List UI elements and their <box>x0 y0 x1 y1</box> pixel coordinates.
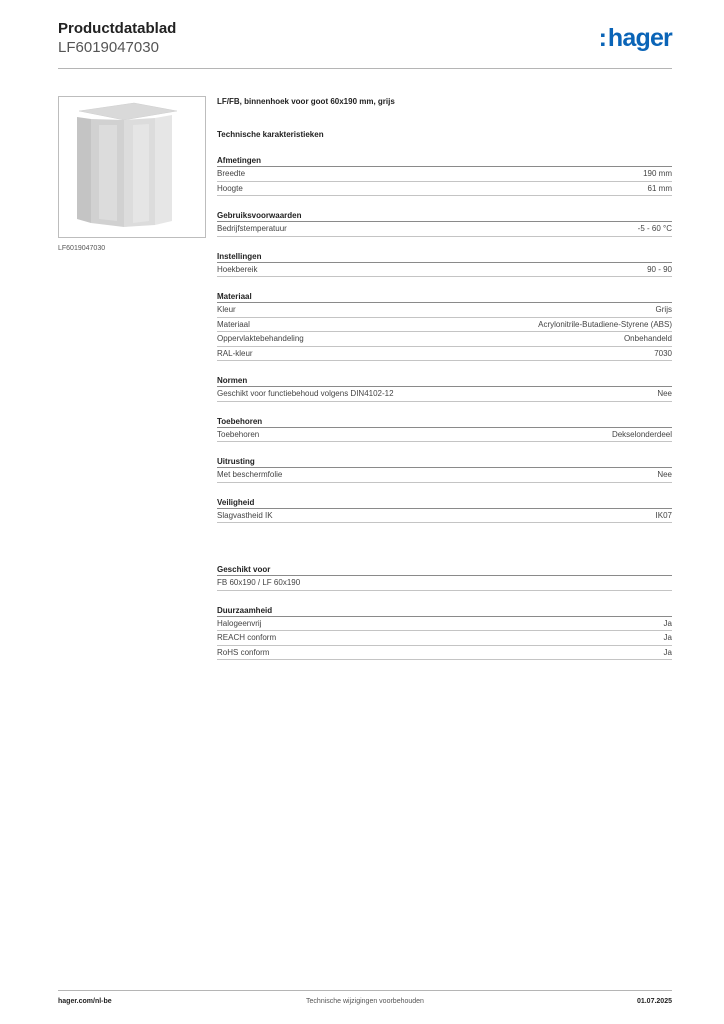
section-title: Toebehoren <box>217 416 672 428</box>
section-materiaal <box>217 291 672 361</box>
spec-value: 190 mm <box>643 169 672 178</box>
spec-row <box>217 468 672 483</box>
spec-label: FB 60x190 / LF 60x190 <box>217 578 301 587</box>
spec-value: Grijs <box>655 305 672 314</box>
spec-label: Kleur <box>217 305 236 314</box>
spec-label: Materiaal <box>217 319 250 329</box>
document-title: Productdatablad <box>58 20 177 37</box>
spec-value: Onbehandeld <box>623 334 672 343</box>
spec-value: Nee <box>657 470 672 479</box>
spec-row <box>217 576 672 591</box>
spec-value: 7030 <box>654 348 672 358</box>
section-gebruiksvoorwaarden <box>217 210 672 237</box>
section-veiligheid <box>217 497 672 524</box>
page-header <box>58 20 672 68</box>
spec-row <box>217 167 672 182</box>
spec-label: Halogeenvrij <box>217 618 262 628</box>
section-title: Gebruiksvoorwaarden <box>217 210 672 222</box>
spec-value: Dekselonderdeel <box>611 429 672 439</box>
spec-row <box>217 263 672 278</box>
spec-value: IK07 <box>655 510 672 520</box>
inner-corner-product-icon <box>59 97 205 237</box>
spec-label: Slagvastheid IK <box>217 510 273 520</box>
section-title: Instellingen <box>217 251 672 263</box>
section-title: Duurzaamheid <box>217 605 672 617</box>
spec-label: Hoekbereik <box>217 264 258 274</box>
spec-row <box>217 303 672 318</box>
section-toebehoren <box>217 416 672 443</box>
spec-row <box>217 646 672 661</box>
section-duurzaamheid <box>217 605 672 661</box>
footer-date: 01.07.2025 <box>636 998 672 1005</box>
spec-value: 61 mm <box>647 183 672 193</box>
logo-dots: : <box>598 24 607 52</box>
section-normen <box>217 375 672 402</box>
section-title: Materiaal <box>217 291 672 303</box>
spec-label: Toebehoren <box>217 429 260 439</box>
spec-label: Oppervlaktebehandeling <box>217 334 304 343</box>
section-afmetingen <box>217 155 672 196</box>
section-geschikt-voor <box>217 564 672 591</box>
logo-text: hager <box>607 24 672 52</box>
spec-row <box>217 509 672 524</box>
spec-label: Breedte <box>217 169 246 178</box>
spec-row <box>217 182 672 197</box>
spec-value: Ja <box>663 618 672 628</box>
spec-row <box>217 222 672 237</box>
spec-row <box>217 631 672 646</box>
spec-row <box>217 347 672 362</box>
product-specifications <box>217 96 672 660</box>
product-description: LF/FB, binnenhoek voor goot 60x190 mm, grijs <box>217 97 395 106</box>
spec-label: REACH conform <box>217 633 277 642</box>
footer-divider <box>58 990 672 991</box>
spec-row <box>217 318 672 333</box>
product-code: LF6019047030 <box>58 39 159 56</box>
spec-label: RoHS conform <box>217 647 270 657</box>
hager-logo <box>599 24 672 53</box>
spec-value: 90 - 90 <box>647 264 672 274</box>
header-divider <box>58 68 672 69</box>
spec-value: Acrylonitrile-Butadiene-Styrene (ABS) <box>538 319 672 329</box>
product-image <box>58 96 206 238</box>
spec-value: -5 - 60 °C <box>637 224 672 233</box>
image-caption: LF6019047030 <box>58 245 106 252</box>
spec-row <box>217 428 672 443</box>
spec-label: Bedrijfstemperatuur <box>217 224 287 233</box>
spec-label: RAL-kleur <box>217 348 253 358</box>
section-title: Uitrusting <box>217 456 672 468</box>
spec-value: Nee <box>657 389 672 398</box>
section-uitrusting <box>217 456 672 483</box>
section-title: Normen <box>217 375 672 387</box>
spec-value: Ja <box>663 633 672 642</box>
spec-value: Ja <box>663 647 672 657</box>
spec-row <box>217 387 672 402</box>
spec-label: Hoogte <box>217 183 243 193</box>
section-instellingen <box>217 251 672 278</box>
page-footer <box>58 998 672 1010</box>
section-title: Afmetingen <box>217 155 672 167</box>
footer-website-link[interactable]: hager.com/nl-be <box>58 998 112 1005</box>
section-title: Veiligheid <box>217 497 672 509</box>
technical-characteristics-title: Technische karakteristieken <box>217 130 324 139</box>
spec-row <box>217 617 672 632</box>
spec-label: Met beschermfolie <box>217 470 283 479</box>
footer-disclaimer: Technische wijzigingen voorbehouden <box>306 998 424 1005</box>
spec-row <box>217 332 672 347</box>
section-title: Geschikt voor <box>217 564 672 576</box>
spec-label: Geschikt voor functiebehoud volgens DIN4102-12 <box>217 389 394 398</box>
